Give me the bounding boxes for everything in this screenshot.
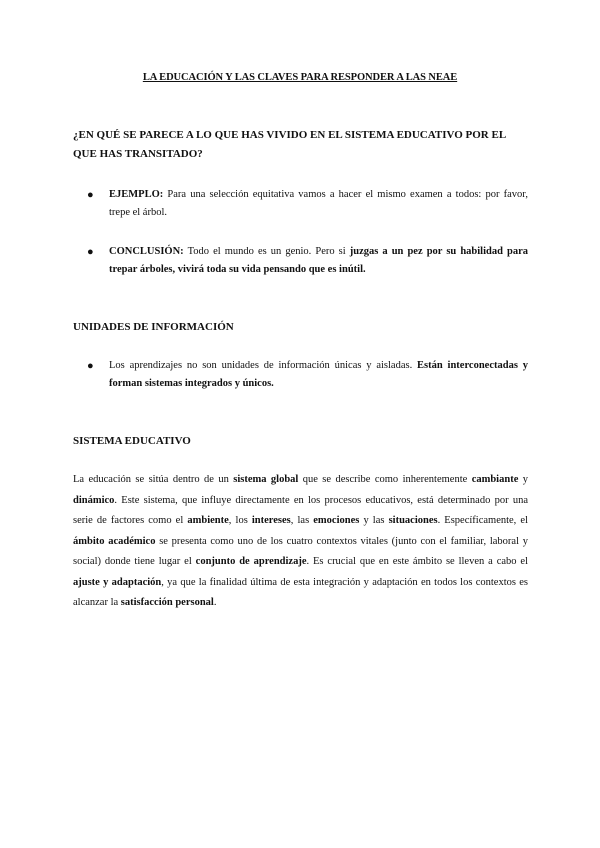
list-item-learning xyxy=(87,357,528,393)
conclusion-label: CONCLUSIÓN: xyxy=(109,246,184,257)
conclusion-bold-text: juzgas a un pez por su habilidad para trepar árboles, vivirá toda su vida pensando que es inútil. xyxy=(109,246,528,275)
learning-text: Los aprendizajes no son unidades de información únicas y aisladas. xyxy=(109,360,418,371)
list-item-conclusion xyxy=(87,243,528,279)
example-label: EJEMPLO: xyxy=(109,189,164,200)
bullet-icon: ● xyxy=(87,360,94,372)
bullet-icon: ● xyxy=(87,246,94,258)
conclusion-text: Todo el mundo es un genio. Pero si xyxy=(183,246,350,257)
bullet-icon: ● xyxy=(87,189,94,201)
learning-bold-text: Están interconectadas y forman sistemas integrados y únicos. xyxy=(109,360,528,389)
section-heading-comparison: ¿EN QUÉ SE PARECE A LO QUE HAS VIVIDO EN EL SISTEMA EDUCATIVO POR EL QUE HAS TRANSITADO? xyxy=(73,129,506,160)
section-heading-education-system: SISTEMA EDUCATIVO xyxy=(73,435,191,447)
example-text: Para una selección equitativa vamos a hacer el mismo examen a todos: por favor, trepe el árbol. xyxy=(109,189,528,218)
section-heading-info-units: UNIDADES DE INFORMACIÓN xyxy=(73,321,234,333)
document-title: LA EDUCACIÓN Y LAS CLAVES PARA RESPONDER A LAS NEAE xyxy=(142,72,458,83)
education-system-paragraph: La educación se sitúa dentro de un sistema global que se describe como inherentemente cambiante y dinámico. Este sistema, que influye directamente en los procesos educativos, está determinado por una serie de factores como el ambiente, los intereses, las emociones y las situaciones. Específicamente, el ámbito académico se presenta como uno de los cuatro contextos vitales (junto con el familiar, laboral y social) donde tiene lugar el conjunto de aprendizaje. Es crucial que en este ámbito se lleven a cabo el ajuste y adaptación, ya que la finalidad última de esta integración y adaptación en todos los contextos es alcanzar la satisfacción personal. xyxy=(73,474,529,608)
list-item-example xyxy=(87,186,528,222)
